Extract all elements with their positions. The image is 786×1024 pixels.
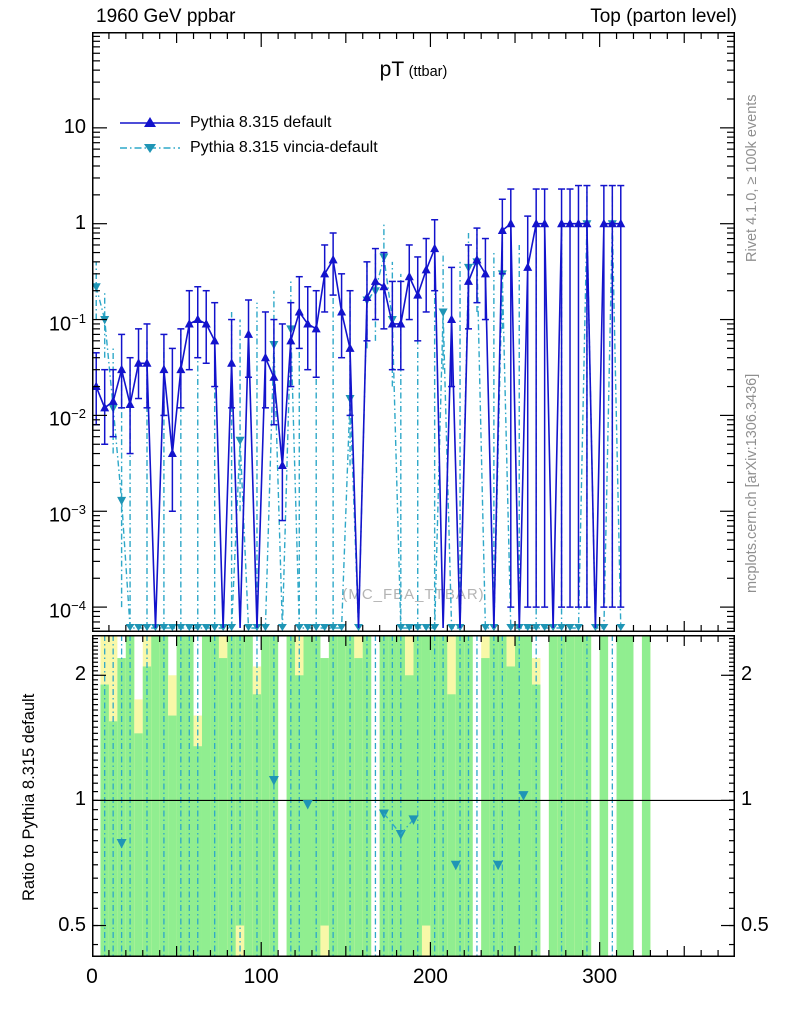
- main-plot-canvas: [92, 32, 735, 632]
- ratio-y-tick-label-left: 1: [74, 788, 86, 811]
- main-y-tick-label: $10^{-4}$: [48, 598, 86, 623]
- main-y-tick-label: $10^{-1}$: [48, 310, 86, 336]
- ratio-y-tick-label-left: 0.5: [58, 913, 86, 936]
- process-label: Top (parton level): [590, 6, 737, 27]
- main-y-tick-label: 1: [74, 211, 86, 234]
- x-tick-label: 0: [86, 965, 98, 988]
- x-tick-label: 200: [412, 965, 448, 988]
- rivet-version-note: Rivet 4.1.0, ≥ 100k events: [744, 94, 760, 262]
- beam-energy-label: 1960 GeV ppbar: [96, 6, 236, 27]
- x-ticks: [92, 32, 718, 632]
- ratio-y-tick-label-right: 1: [741, 788, 753, 811]
- legend-label-default: Pythia 8.315 default: [190, 113, 332, 131]
- mcplots-reference-note: mcplots.cern.ch [arXiv:1306.3436]: [744, 373, 760, 594]
- plot-title-main: pT: [379, 58, 405, 81]
- plot-title-sub: (ttbar): [408, 64, 448, 80]
- ratio-axis-label: Ratio to Pythia 8.315 default: [20, 693, 38, 902]
- ratio-y-tick-label-right: 0.5: [741, 913, 769, 936]
- x-tick-label: 100: [243, 965, 279, 988]
- analysis-watermark: (MC_FBA_TTBAR): [342, 586, 485, 603]
- main-y-tick-label: $10^{-2}$: [48, 406, 86, 432]
- ratio-y-tick-label-left: 2: [74, 663, 86, 686]
- main-y-tick-label: $10^{-3}$: [48, 502, 86, 527]
- ratio-plot-canvas: [92, 635, 735, 957]
- ratio-y-tick-label-right: 2: [741, 663, 753, 686]
- main-y-tick-label: 10: [63, 115, 86, 138]
- legend-label-vincia: Pythia 8.315 vincia-default: [190, 138, 378, 156]
- series-default: [92, 186, 625, 628]
- x-tick-label: 300: [582, 965, 618, 988]
